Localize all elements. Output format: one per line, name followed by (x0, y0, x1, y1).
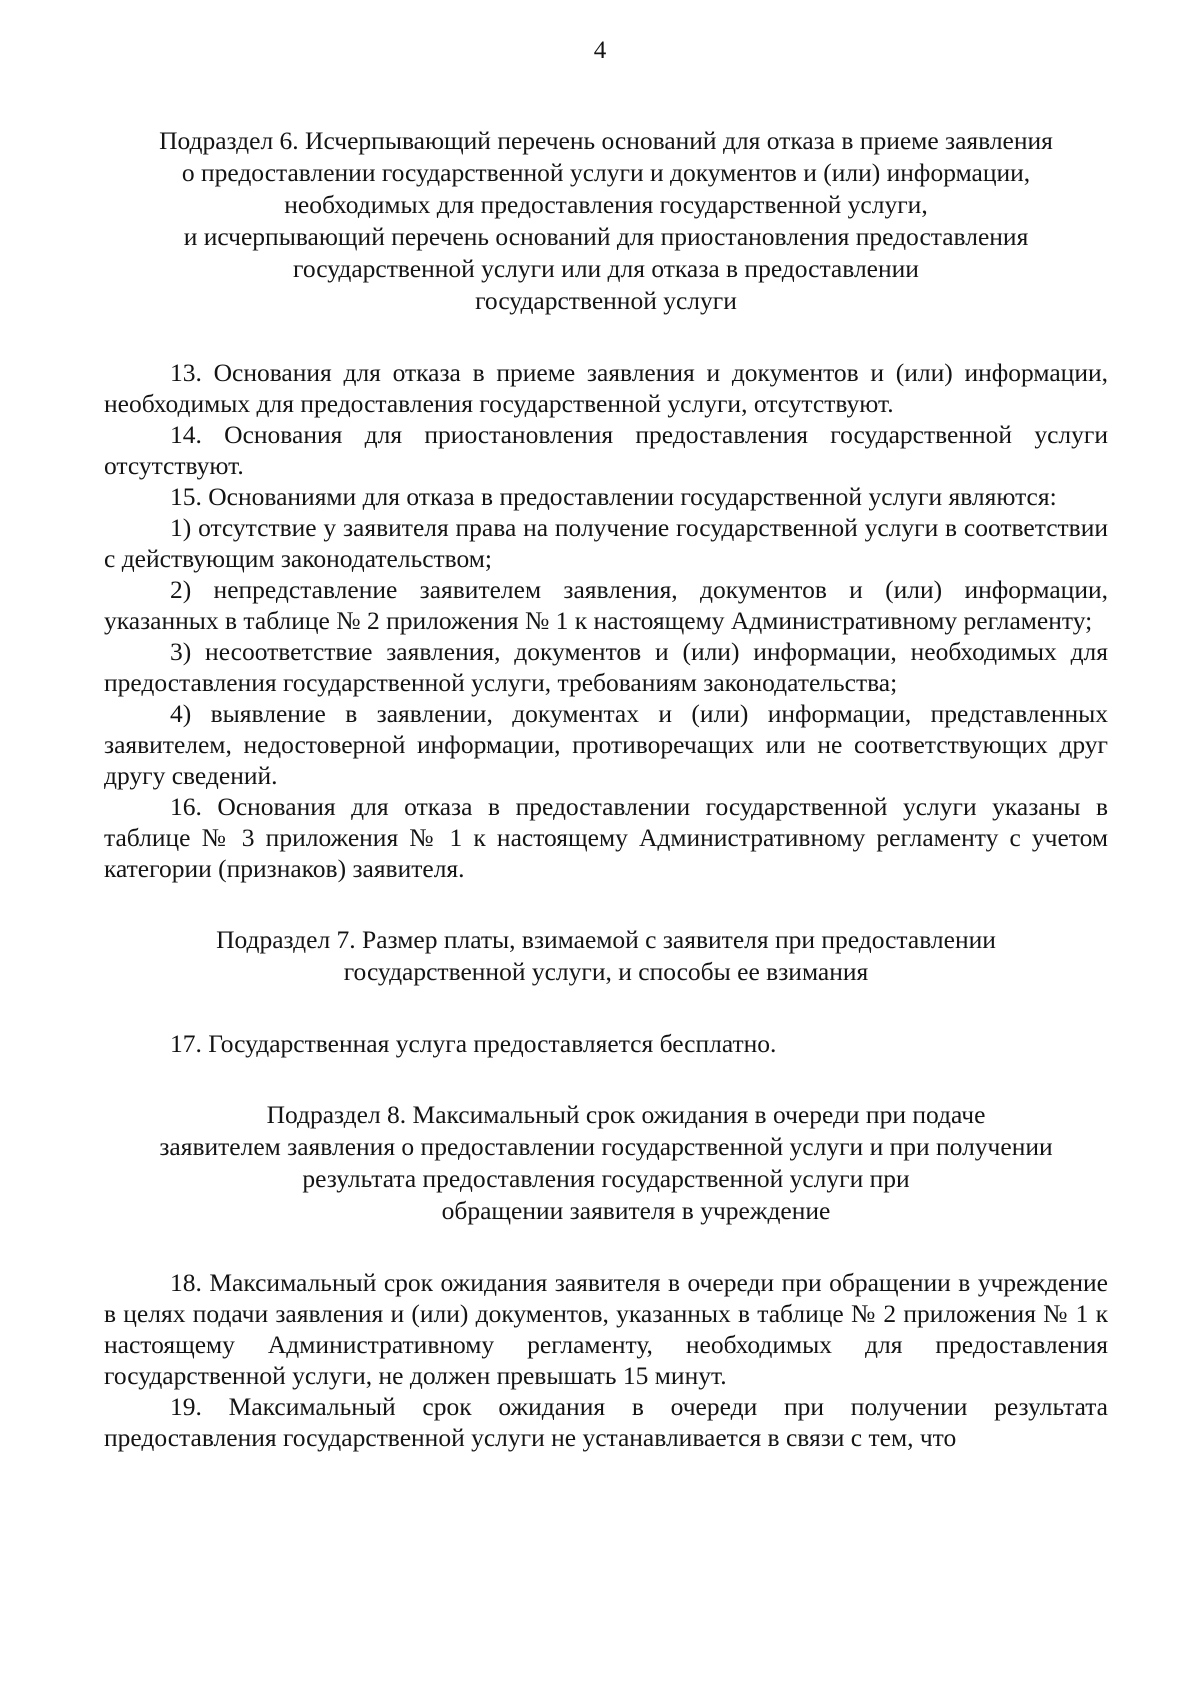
list-item-2: 2) непредставление заявителем заявления, документов и (или) информации, указанных в таблице № 2 приложения № 1 к настоящему Административному регламенту; (104, 575, 1108, 635)
list-item-4: 4) выявление в заявлении, документах и (или) информации, представленных заявителем, недостоверной информации, противоречащих или не соответствующих друг другу сведений. (104, 699, 1108, 790)
heading-line: Подраздел 8. Максимальный срок ожидания в очереди при подаче (266, 1100, 986, 1129)
spacer (104, 1227, 1108, 1267)
heading-line: государственной услуги (475, 286, 737, 315)
heading-line: государственной услуги, и способы ее взимания (343, 957, 869, 986)
subsection-8-heading (104, 1099, 1108, 1227)
paragraph-17: 17. Государственная услуга предоставляется бесплатно. (170, 1029, 777, 1058)
heading-line: о предоставлении государственной услуги и документов и (или) информации, (181, 158, 1031, 187)
heading-line: необходимых для предоставления государственной услуги, (284, 190, 928, 219)
heading-line: заявителем заявления о предоставлении государственной услуги и при получении (159, 1132, 1053, 1161)
heading-line: обращении заявителя в учреждение (441, 1196, 831, 1225)
spacer (104, 988, 1108, 1028)
paragraph-16: 16. Основания для отказа в предоставлении государственной услуги указаны в таблице № 3 приложения № 1 к настоящему Административному регламенту с учетом категории (признаков) заявителя. (104, 792, 1108, 883)
paragraph-15: 15. Основаниями для отказа в предоставлении государственной услуги являются: (170, 482, 1057, 511)
subsection-7-heading (104, 924, 1108, 988)
subsection-6-heading (104, 125, 1108, 317)
heading-line: Подраздел 6. Исчерпывающий перечень оснований для отказа в приеме заявления (159, 126, 1053, 155)
heading-line: Подраздел 7. Размер платы, взимаемой с заявителя при предоставлении (216, 925, 996, 954)
heading-line: и исчерпывающий перечень оснований для приостановления предоставления (183, 222, 1029, 251)
spacer (104, 884, 1108, 924)
heading-line: результата предоставления государственной услуги при (302, 1164, 910, 1193)
paragraph-19: 19. Максимальный срок ожидания в очереди при получении результата предоставления государственной услуги не устанавливается в связи с тем, что (104, 1392, 1108, 1452)
list-item-1: 1) отсутствие у заявителя права на получение государственной услуги в соответствии с действующим законодательством; (104, 513, 1108, 573)
heading-line: государственной услуги или для отказа в предоставлении (293, 254, 919, 283)
paragraph-14: 14. Основания для приостановления предоставления государственной услуги отсутствуют. (104, 420, 1108, 480)
document-body (104, 125, 1108, 1453)
spacer (104, 1059, 1108, 1099)
paragraph-13: 13. Основания для отказа в приеме заявления и документов и (или) информации, необходимых для предоставления государственной услуги, отсутствуют. (104, 358, 1108, 418)
spacer (104, 317, 1108, 357)
paragraph-18: 18. Максимальный срок ожидания заявителя в очереди при обращении в учреждение в целях подачи заявления и (или) документов, указанных в таблице № 2 приложения № 1 к настоящему Административному регламенту, необходимых для предоставления государственной услуги, не должен превышать 15 минут. (104, 1268, 1108, 1390)
list-item-3: 3) несоответствие заявления, документов и (или) информации, необходимых для предоставления государственной услуги, требованиям законодательства; (104, 637, 1108, 697)
page-number: 4 (593, 37, 607, 64)
